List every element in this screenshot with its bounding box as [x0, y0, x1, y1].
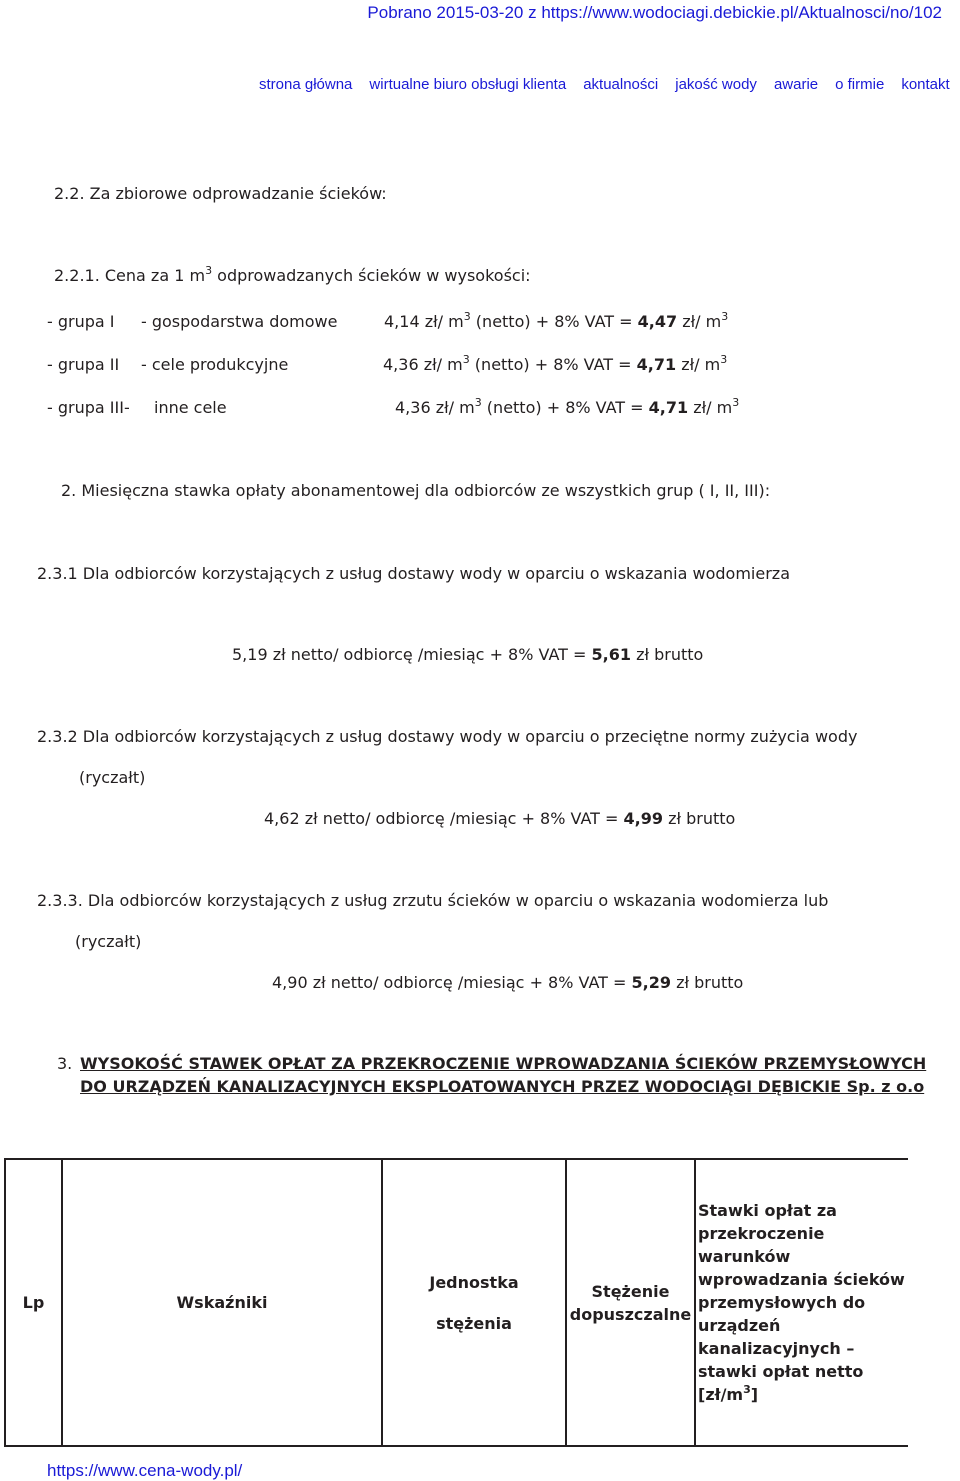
nav-news[interactable]: aktualności — [583, 76, 659, 93]
col-wskazniki: Wskaźniki — [62, 1159, 382, 1446]
col-lp: Lp — [5, 1159, 62, 1446]
main-nav — [259, 76, 958, 93]
section-2-3-3-text: 2.3.3. Dla odbiorców korzystających z usług zrzutu ścieków w oparciu o wskazania wodomierza lub — [37, 891, 829, 910]
source-url[interactable]: Pobrano 2015-03-20 z https://www.wodociagi.debickie.pl/Aktualnosci/no/102 — [367, 3, 942, 22]
col-stawki: Stawki opłat za przekroczenie warunków wprowadzania ścieków przemysłowych do urządzeń kanalizacyjnych – stawki opłat netto $[zł/m^3]$ — [695, 1159, 908, 1446]
section-2-3-2-note: (ryczałt) — [79, 768, 146, 787]
nav-about[interactable]: o firmie — [835, 76, 885, 93]
section-2-3-1-text: 2.3.1 Dla odbiorców korzystających z usług dostawy wody w oparciu o wskazania wodomierza — [37, 564, 790, 583]
group-3-price: 4,36 zł/ $m^3$ (netto) + 8% VAT = 4,71 zł/ $m^3$ — [395, 396, 740, 417]
group-1-purpose: - gospodarstwa domowe — [141, 312, 338, 331]
nav-contact[interactable]: kontakt — [901, 76, 950, 93]
nav-water-quality[interactable]: jakość wody — [675, 76, 757, 93]
section-2-2-title: 2.2. Za zbiorowe odprowadzanie ścieków: — [54, 184, 387, 203]
group-2-purpose: - cele produkcyjne — [141, 355, 289, 374]
nav-virtual-office[interactable]: wirtualne biuro obsługi klienta — [369, 76, 567, 93]
group-2-label: - grupa II — [47, 355, 120, 374]
section-2-3-3-price: 4,90 zł netto/ odbiorcę /miesiąc + 8% VAT = 5,29 zł brutto — [272, 973, 744, 992]
section-2-3-3-note: (ryczałt) — [75, 932, 142, 951]
col-jednostka: Jednostka stężenia — [382, 1159, 566, 1446]
nav-home[interactable]: strona główna — [259, 76, 353, 93]
footer-url[interactable]: https://www.cena-wody.pl/ — [47, 1461, 243, 1480]
group-3-label: - grupa III- — [47, 398, 130, 417]
group-2-price: 4,36 zł/ $m^3$ (netto) + 8% VAT = 4,71 zł/ $m^3$ — [383, 353, 728, 374]
group-3-purpose: inne cele — [154, 398, 227, 417]
table-header-row — [5, 1159, 908, 1446]
section-3-title-line2: DO URZĄDZEŃ KANALIZACYJNYCH EKSPLOATOWANYCH PRZEZ WODOCIĄGI DĘBICKIE Sp. z o.o — [80, 1077, 925, 1096]
section-2-title: 2. Miesięczna stawka opłaty abonamentowej dla odbiorców ze wszystkich grup ( I, II, III): — [61, 481, 771, 500]
section-2-3-2-price: 4,62 zł netto/ odbiorcę /miesiąc + 8% VAT = 4,99 zł brutto — [264, 809, 736, 828]
rates-table — [4, 1158, 908, 1447]
section-3-number: 3. — [57, 1054, 73, 1073]
section-3-title-line1: WYSOKOŚĆ STAWEK OPŁAT ZA PRZEKROCZENIE WPROWADZANIA ŚCIEKÓW PRZEMYSŁOWYCH — [80, 1054, 927, 1073]
nav-failures[interactable]: awarie — [773, 76, 819, 93]
section-2-2-1-intro: 2.2.1. Cena za 1 $m^3$ odprowadzanych ścieków w wysokości: — [54, 264, 531, 285]
section-2-3-2-text: 2.3.2 Dla odbiorców korzystających z usług dostawy wody w oparciu o przeciętne normy zużycia wody — [37, 727, 858, 746]
group-1-label: - grupa I — [47, 312, 115, 331]
section-2-3-1-price: 5,19 zł netto/ odbiorcę /miesiąc + 8% VAT = 5,61 zł brutto — [232, 645, 704, 664]
group-1-price: 4,14 zł/ $m^3$ (netto) + 8% VAT = 4,47 zł/ $m^3$ — [384, 310, 729, 331]
col-stezenie: Stężenie dopuszczalne — [566, 1159, 695, 1446]
